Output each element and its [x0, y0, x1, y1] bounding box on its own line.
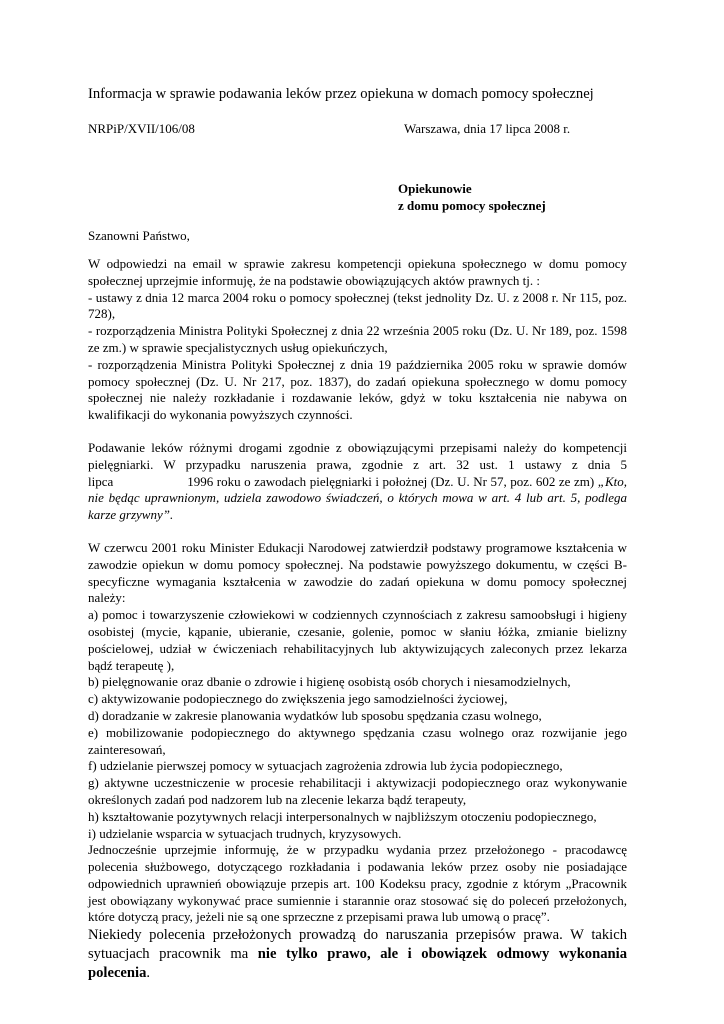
paragraph-2-line-2: pielęgniarki. W przypadku naruszenia prawa, zgodnie z art. 32 ust. 1 ustawy z dnia 5	[88, 456, 627, 472]
task-item-a: a) pomoc i towarzyszenie człowiekowi w codziennych czynnościach z zakresu samoobsługi i higieny osobistej (mycie, kąpanie, ubieranie, czesanie, golenie, pomoc w słaniu łóżka, zmianie bielizny pościelowej, udział w ćwiczeniach rehabilitacyjnych lub aktywizujących zaleconych przez lekarza bądź terapeutę ),	[88, 607, 627, 673]
task-item-h: h) kształtowanie pozytywnych relacji interpersonalnych w najbliższym otoczeniu podopiecznego,	[88, 808, 597, 824]
legal-act-3: - rozporządzenia Ministra Polityki Społecznej z dnia 19 października 2005 roku w sprawie domów pomocy społecznej (Dz. U. Nr 217, poz. 1837), do zadań opiekuna społecznego w domu pomocy społecznej nie należy rozkładanie i rozdawanie leków, gdyż w toku kształcenia nie nabywa on kwalifikacji do wykonania powyższych czynności.	[88, 356, 627, 423]
legal-act-1: - ustawy z dnia 12 marca 2004 roku o pomocy społecznej (tekst jednolity Dz. U. z 2008 r. Nr 115, poz. 728),	[88, 289, 627, 322]
final-end: .	[146, 965, 151, 982]
addressee-line-2: z domu pomocy społecznej	[398, 198, 546, 213]
task-item-e: e) mobilizowanie podopiecznego do aktywnego spędzania czasu wolnego oraz rozwijanie jego zainteresowań,	[88, 724, 627, 757]
final-text: Niekiedy polecenia przełożonych prowadzą do naruszania przepisów prawa. W takich sytuacjach pracownik ma	[88, 927, 627, 963]
task-item-c: c) aktywizowanie podopiecznego do zwiększenia jego samodzielności życiowej,	[88, 691, 508, 707]
paragraph-3-intro: W czerwcu 2001 roku Minister Edukacji Narodowej zatwierdził podstawy programowe kształcenia w zawodzie opiekun w domu pomocy społecznej. Na podstawie powyższego dokumentu, w części B-specyficzne wymagania kształcenia w zawodzie do zadań opiekuna w domu pomocy społecznej należy:	[88, 539, 627, 606]
final-emphasis: nie tylko prawo, ale i obowiązek odmowy wykonania polecenia	[88, 946, 627, 982]
task-item-d: d) doradzanie w zakresie planowania wydatków lub sposobu spędzania czasu wolnego,	[88, 707, 542, 723]
paragraph-2-line-3b: 1996 roku o zawodach pielęgniarki i położnej (Dz. U. Nr 57, poz. 602 ze zm)	[187, 473, 595, 489]
task-item-f: f) udzielanie pierwszej pomocy w sytuacjach zagrożenia zdrowia lub życia podopiecznego,	[88, 758, 563, 774]
task-item-g: g) aktywne uczestniczenie w procesie rehabilitacji i aktywizacji podopiecznego oraz wykonywanie określonych zadań pod nadzorem lub na zlecenie lekarza bądź terapeuty,	[88, 775, 627, 807]
place-date: Warszawa, dnia 17 lipca 2008 r.	[404, 121, 571, 136]
paragraph-3-closing: Jednocześnie uprzejmie informuję, że w przypadku wydania przez przełożonego - pracodawcę polecenia służbowego, dotyczącego rozkładania i podawania leków przez osoby nie posiadające odpowiednich uprawnień obowiązuje przepis art. 100 Kodeksu pracy, zgodnie z którym „Pracownik jest obowiązany wykonywać prace sumiennie i starannie oraz stosować się do poleceń przełożonych, które dotyczą pracy, jeżeli nie są one sprzeczne z przepisami prawa lub umową o pracę”.	[88, 842, 627, 925]
salutation: Szanowni Państwo,	[88, 228, 190, 243]
document-title: Informacja w sprawie podawania leków przez opiekuna w domach pomocy społecznej	[88, 86, 594, 102]
paragraph-2-line-1: Podawanie leków różnymi drogami zgodnie z obowiązującymi przepisami należy do kompetencji	[88, 439, 627, 455]
paragraph-2-line-3a: lipca	[88, 473, 114, 489]
paragraph-1	[88, 256, 627, 424]
addressee-line-1: Opiekunowie	[398, 181, 472, 196]
letter-body	[88, 256, 627, 983]
reference-number: NRPiP/XVII/106/08	[88, 121, 195, 136]
task-item-i: i) udzielanie wsparcia w sytuacjach trudnych, kryzysowych.	[88, 825, 402, 841]
task-item-b: b) pielęgnowanie oraz dbanie o zdrowie i higienę osobistą osób chorych i niesamodzielnych,	[88, 674, 571, 690]
paragraph-2	[88, 440, 627, 524]
paragraph-1-intro: W odpowiedzi na email w sprawie zakresu kompetencji opiekuna społecznego w domu pomocy społecznej uprzejmie informuję, że na podstawie obowiązujących aktów prawnych tj. :	[88, 256, 627, 288]
legal-act-2: - rozporządzenia Ministra Polityki Społecznej z dnia 22 września 2005 roku (Dz. U. Nr 189, poz. 1598 ze zm.) w sprawie specjalistycznych usług opiekuńczych,	[88, 323, 627, 355]
addressee-block	[398, 180, 546, 214]
paragraph-3	[88, 540, 627, 926]
paragraph-2-quote: „Kto, nie będąc uprawnionym, udziela zawodowo świadczeń, o których mowa w art. 4 lub art. 5, podlega karze grzywny”.	[88, 473, 628, 523]
final-paragraph	[88, 926, 627, 983]
